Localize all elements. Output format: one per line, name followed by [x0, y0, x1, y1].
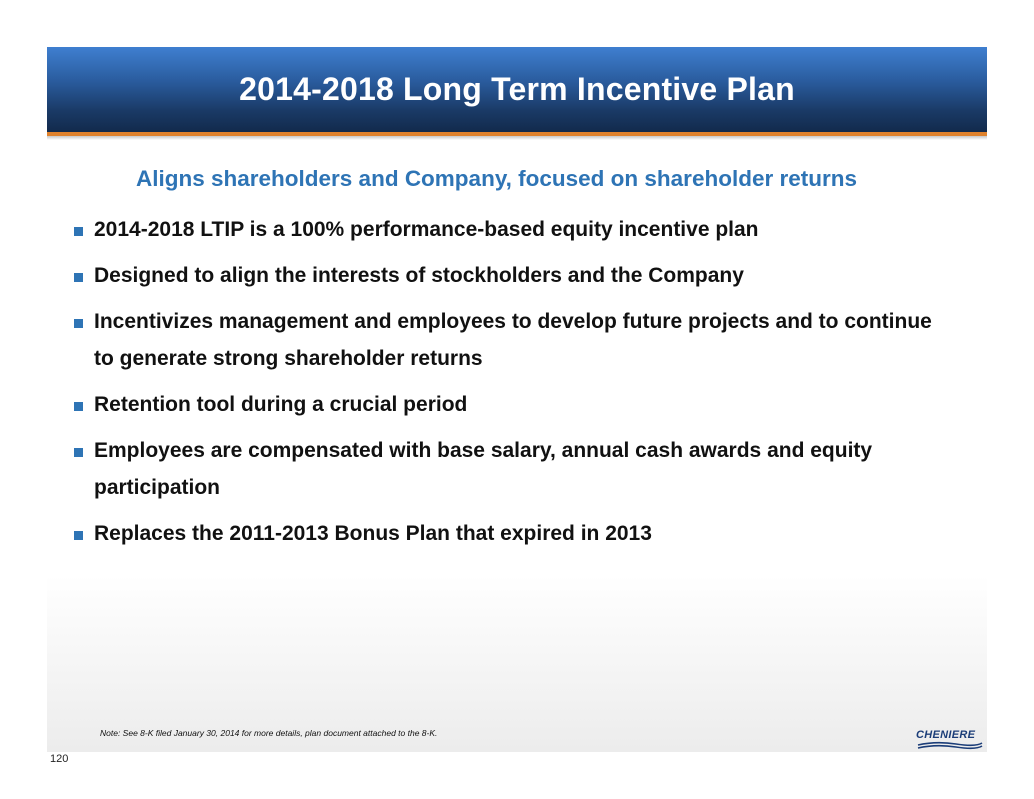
bullet-item: [74, 219, 954, 248]
bullet-list: [74, 219, 954, 569]
title-bar: [47, 47, 987, 132]
square-bullet-icon: [74, 402, 83, 411]
bullet-item: [74, 265, 954, 294]
logo-wordmark: CHENIERE: [916, 729, 976, 741]
bullet-item: [74, 523, 954, 552]
square-bullet-icon: [74, 319, 83, 328]
square-bullet-icon: [74, 531, 83, 540]
page-number: 120: [50, 753, 69, 765]
square-bullet-icon: [74, 273, 83, 282]
footnote: Note: See 8-K filed January 30, 2014 for more details, plan document attached to the 8-K.: [100, 728, 438, 738]
slide-title: 2014-2018 Long Term Incentive Plan: [239, 71, 795, 107]
slide-subtitle: Aligns shareholders and Company, focused on shareholder returns: [136, 166, 857, 191]
logo-wave-icon: [916, 741, 984, 751]
bullet-text: Employees are compensated with base salary, annual cash awards and equity participation: [94, 439, 873, 499]
bullet-item: [74, 394, 954, 423]
bullet-text: Replaces the 2011-2013 Bonus Plan that expired in 2013: [94, 522, 652, 545]
title-shadow: [47, 136, 987, 140]
bullet-text: Designed to align the interests of stockholders and the Company: [94, 264, 744, 287]
bullet-text: Incentivizes management and employees to develop future projects and to continue to generate strong shareholder returns: [94, 310, 932, 370]
bullet-text: Retention tool during a crucial period: [94, 393, 468, 416]
company-logo: [916, 729, 984, 753]
square-bullet-icon: [74, 227, 83, 236]
square-bullet-icon: [74, 448, 83, 457]
bullet-item: [74, 440, 954, 506]
bullet-text: 2014-2018 LTIP is a 100% performance-based equity incentive plan: [94, 218, 759, 241]
bullet-item: [74, 311, 954, 377]
